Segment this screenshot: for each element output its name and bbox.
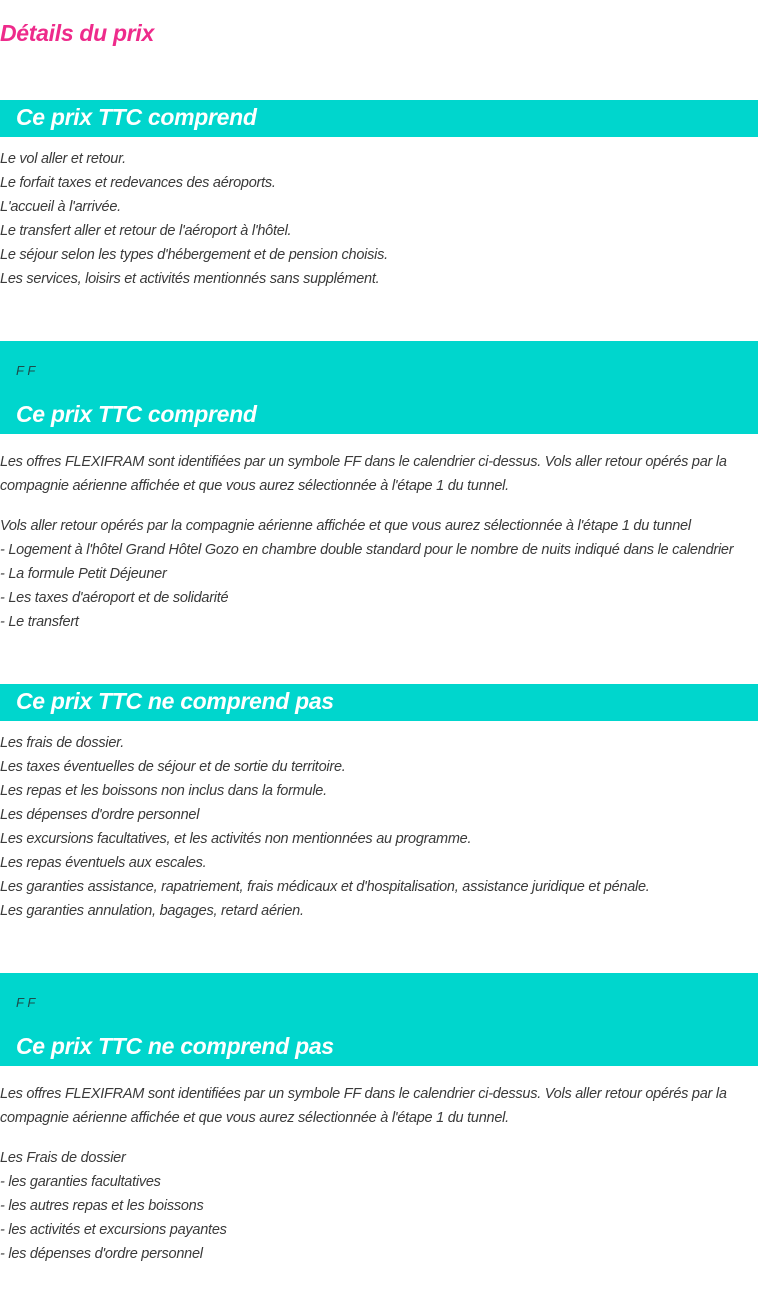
list-item: Vols aller retour opérés par la compagnie aérienne affichée et que vous aurez sélectionnée à l'étape 1 du tunnel bbox=[0, 518, 691, 534]
flexifram-intro: Les offres FLEXIFRAM sont identifiées par un symbole FF dans le calendrier ci-dessus. Vols aller retour opérés par la compagnie aérienne affichée et que vous aurez sélectionnée à l'étape 1 du tunnel. bbox=[0, 1086, 727, 1126]
ff-badge: F F bbox=[16, 363, 36, 378]
ff-badge: F F bbox=[16, 995, 36, 1010]
list-item: Les garanties annulation, bagages, retard aérien. bbox=[0, 903, 304, 919]
section-heading: Ce prix TTC comprend bbox=[16, 104, 257, 130]
section-heading: Ce prix TTC ne comprend pas bbox=[16, 688, 334, 714]
section-included-header bbox=[0, 100, 758, 137]
list-item: - Logement à l'hôtel Grand Hôtel Gozo en chambre double standard pour le nombre de nuits indiqué dans le calendrier bbox=[0, 542, 734, 558]
list-item: - les dépenses d'ordre personnel bbox=[0, 1246, 203, 1262]
flexifram-not-included-list bbox=[0, 1146, 758, 1266]
list-item: Les Frais de dossier bbox=[0, 1150, 126, 1166]
list-item: - Les taxes d'aéroport et de solidarité bbox=[0, 590, 229, 606]
list-item: Les frais de dossier. bbox=[0, 735, 124, 751]
list-item: Les garanties assistance, rapatriement, frais médicaux et d'hospitalisation, assistance juridique et pénale. bbox=[0, 879, 650, 895]
included-list bbox=[0, 147, 758, 291]
section-not-included-header bbox=[0, 684, 758, 721]
flexifram-intro: Les offres FLEXIFRAM sont identifiées par un symbole FF dans le calendrier ci-dessus. Vols aller retour opérés par la compagnie aérienne affichée et que vous aurez sélectionnée à l'étape 1 du tunnel. bbox=[0, 454, 727, 494]
not-included-list bbox=[0, 731, 758, 923]
list-item: - les autres repas et les boissons bbox=[0, 1198, 204, 1214]
section-flexifram-included-header bbox=[0, 341, 758, 434]
list-item: - les activités et excursions payantes bbox=[0, 1222, 227, 1238]
page-title: Détails du prix bbox=[0, 20, 154, 46]
flexifram-included-list bbox=[0, 514, 758, 634]
list-item: Les repas et les boissons non inclus dans la formule. bbox=[0, 783, 327, 799]
list-item: Les repas éventuels aux escales. bbox=[0, 855, 207, 871]
list-item: - La formule Petit Déjeuner bbox=[0, 566, 167, 582]
section-flexifram-not-included-header bbox=[0, 973, 758, 1066]
list-item: Les services, loisirs et activités mentionnés sans supplément. bbox=[0, 271, 380, 287]
list-item: - Le transfert bbox=[0, 614, 79, 630]
list-item: L'accueil à l'arrivée. bbox=[0, 199, 121, 215]
list-item: Les dépenses d'ordre personnel bbox=[0, 807, 200, 823]
section-heading: Ce prix TTC ne comprend pas bbox=[16, 1033, 334, 1059]
list-item: Le forfait taxes et redevances des aéroports. bbox=[0, 175, 276, 191]
list-item: Le séjour selon les types d'hébergement et de pension choisis. bbox=[0, 247, 388, 263]
list-item: Le vol aller et retour. bbox=[0, 151, 126, 167]
list-item: Le transfert aller et retour de l'aéroport à l'hôtel. bbox=[0, 223, 292, 239]
list-item: Les excursions facultatives, et les activités non mentionnées au programme. bbox=[0, 831, 472, 847]
list-item: - les garanties facultatives bbox=[0, 1174, 161, 1190]
list-item: Les taxes éventuelles de séjour et de sortie du territoire. bbox=[0, 759, 346, 775]
section-heading: Ce prix TTC comprend bbox=[16, 401, 257, 427]
